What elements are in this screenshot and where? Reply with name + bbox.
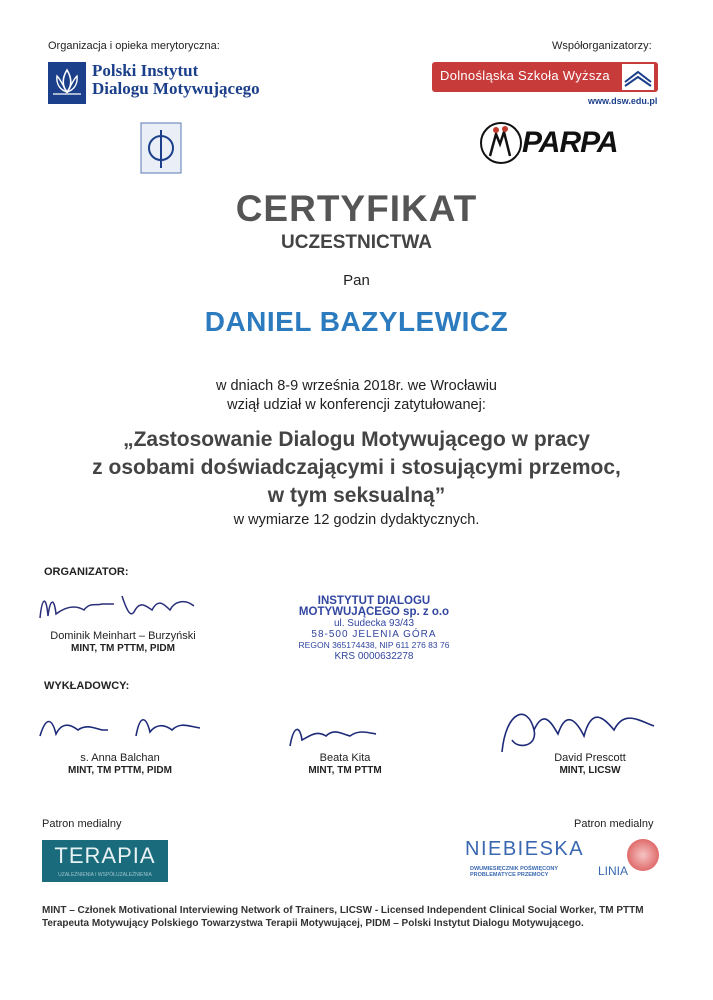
- niebieska-linia-subtitle: DWUMIESIĘCZNIK POŚWIĘCONY PROBLEMATYCE PRZEMOCY: [470, 866, 558, 878]
- stamp-line4: 58-500 JELENIA GÓRA: [311, 629, 437, 640]
- lecturer-1-signature: [36, 706, 206, 746]
- stamp-line1: INSTYTUT DIALOGU: [317, 595, 431, 607]
- footer-abbreviations: [42, 904, 682, 930]
- patron-left-label: Patron medialny: [42, 818, 122, 830]
- company-stamp: [282, 596, 466, 662]
- pidm-lotus-logo-icon: [48, 62, 86, 104]
- participation-line: wziął udział w konferencji zatytułowanej:: [227, 397, 486, 413]
- dsw-url: www.dsw.edu.pl: [588, 96, 658, 106]
- coorganizers-header-label: Współorganizatorzy:: [552, 40, 652, 52]
- organizer-header-label: Organizacja i opieka merytoryczna:: [48, 40, 220, 52]
- lecturer-3-name: David Prescott: [554, 752, 626, 764]
- patron-right-label: Patron medialny: [574, 818, 654, 830]
- niebieska-linia-logo-text: NIEBIESKA: [465, 838, 585, 860]
- pidm-logo-text: [92, 62, 260, 98]
- dsw-name: Dolnośląska Szkoła Wyższa: [440, 68, 610, 83]
- footer-line1: MINT – Członek Motivational Interviewing Network of Trainers, LICSW - Licensed Independent Clinical Social Worker, TM PTTM: [42, 905, 644, 916]
- stamp-line3: ul. Sudecka 93/43: [333, 618, 415, 629]
- date-line: w dniach 8-9 września 2018r. we Wrocławiu: [215, 378, 497, 394]
- niebieska-linia-linia: LINIA: [598, 864, 629, 878]
- pttm-logo-icon: [140, 122, 182, 174]
- pidm-line2: Dialogu Motywującego: [92, 79, 260, 98]
- lecturer-1-name: s. Anna Balchan: [80, 752, 160, 764]
- salutation: Pan: [343, 272, 370, 289]
- organizer-label: ORGANIZATOR:: [44, 566, 129, 578]
- conference-title-line3: w tym seksualną”: [267, 484, 446, 507]
- certificate-title: CERTYFIKAT: [235, 188, 478, 229]
- lecturers-label: WYKŁADOWCY:: [44, 680, 130, 692]
- lecturer-1-roles: MINT, TM PTTM, PIDM: [68, 765, 172, 776]
- participant-name: DANIEL BAZYLEWICZ: [204, 306, 509, 337]
- parpa-text: PARPA: [522, 126, 618, 159]
- conference-title-line1: „Zastosowanie Dialogu Motywującego w pracy: [123, 428, 590, 451]
- organizer-roles: MINT, TM PTTM, PIDM: [71, 643, 175, 654]
- dsw-book-icon: [622, 64, 654, 90]
- stamp-line6: KRS 0000632278: [334, 651, 414, 662]
- terapia-logo-text: TERAPIA: [54, 843, 156, 868]
- lecturer-2-signature: [280, 716, 400, 752]
- stamp-line5: REGON 365174438, NIP 611 276 83 76: [298, 640, 450, 650]
- pidm-line1: Polski Instytut: [92, 61, 199, 80]
- certificate-subtitle: UCZESTNICTWA: [281, 232, 432, 253]
- lecturer-2-roles: MINT, TM PTTM: [308, 765, 382, 776]
- conference-title-line2: z osobami doświadczającymi i stosującymi przemoc,: [92, 456, 621, 479]
- lecturer-3-signature: [488, 700, 668, 760]
- terapia-logo-subtitle: UZALEŻNIENIA I WSPÓŁUZALEŻNIENIA: [58, 872, 152, 878]
- footer-line2: Terapeuta Motywujący Polskiego Towarzystwa Terapii Motywującej, PIDM – Polski Instytut Dialogu Motywującego.: [42, 918, 584, 929]
- stamp-line2: MOTYWUJĄCEGO sp. z o.o: [298, 606, 450, 618]
- lecturer-3-roles: MINT, LICSW: [559, 765, 621, 776]
- organizer-signature: [34, 588, 214, 624]
- niebieska-linia-circle-icon: [626, 838, 660, 872]
- lecturer-2-name: Beata Kita: [319, 752, 371, 764]
- organizer-name: Dominik Meinhart – Burzyński: [50, 630, 196, 642]
- hours-line: w wymiarze 12 godzin dydaktycznych.: [233, 512, 480, 528]
